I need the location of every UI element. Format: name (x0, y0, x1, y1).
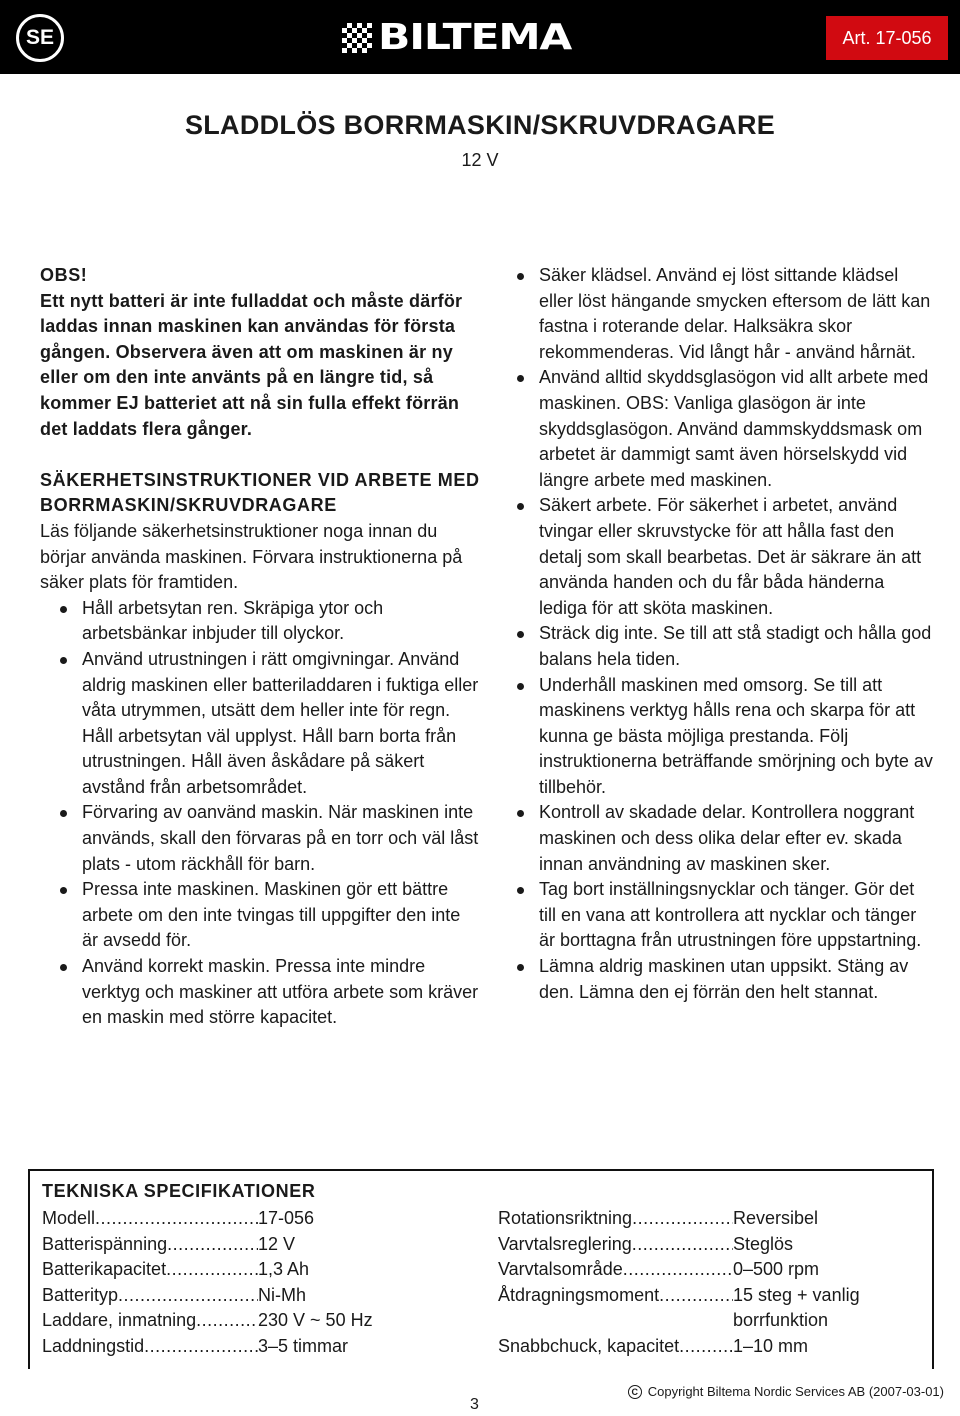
spec-label: Laddningstid ..... (42, 1334, 258, 1360)
page-title: SLADDLÖS BORRMASKIN/SKRUVDRAGARE (184, 110, 776, 140)
copyright-notice (628, 1384, 944, 1399)
spec-list-right (498, 1206, 923, 1360)
article-number: Art. 17-056 (826, 16, 948, 60)
spec-label: Åtdragningsmoment ..... (498, 1283, 733, 1334)
safety-list-right (516, 263, 936, 1005)
spec-box (28, 1169, 934, 1369)
spec-label: Varvtalsområde ..... (498, 1257, 733, 1283)
spec-label: Rotationsriktning ..... (498, 1206, 733, 1232)
spec-value: Reversibel (733, 1208, 819, 1228)
list-item: Underhåll maskinen med omsorg. Se till att maskinens verktyg hålls rena och skarpa för att kunna ge bästa möjliga prestanda. Följ instruktionerna beträffande smörjning och byte av tillbehör. (516, 673, 936, 801)
spec-value: 17-056 (258, 1208, 315, 1228)
spec-row (498, 1283, 923, 1334)
page-number: 3 (470, 1396, 479, 1413)
safety-list-left (40, 596, 480, 1031)
obs-heading: OBS! (40, 265, 88, 285)
spec-row (42, 1308, 373, 1334)
spec-value: 0–500 rpm (733, 1259, 820, 1280)
spec-label: Laddare, inmatning ..... (42, 1308, 258, 1334)
list-item: Använd utrustningen i rätt omgivningar. Använd aldrig maskinen eller batteriladdaren i fuktiga eller våta utrymmen, utsätt dem heller inte för regn. Håll arbetsytan väl upplyst. Håll barn borta från utrustningen. Håll även åskådare på säkert avstånd från arbetsområdet. (40, 647, 480, 801)
spec-row (498, 1206, 923, 1232)
list-item: Tag bort inställningsnycklar och tänger. Gör det till en vana att kontrollera att nycklar och tänger är borttagna från utrustningen före uppstartning. (516, 877, 936, 954)
spec-value: 1,3 Ah (258, 1259, 310, 1280)
safety-intro: Läs följande säkerhetsinstruktioner noga innan du börjar använda maskinen. Förvara instruktionerna på säker plats för framtiden. (40, 520, 463, 593)
spec-value: 12 V (258, 1233, 296, 1254)
copyright-text: Copyright Biltema Nordic Services AB (2007-03-01) (647, 1384, 944, 1399)
spec-label: Varvtalsreglering ..... (498, 1232, 733, 1258)
obs-text: Ett nytt batteri är inte fulladdat och måste därför laddas innan maskinen kan användas för första gången. Observera även att om maskinen är ny eller om den inte använts på en längre tid, så kommer EJ batteriet att nå sin fulla effekt förrän det laddats flera gånger. (40, 290, 463, 439)
safety-heading: SÄKERHETSINSTRUKTIONER VID ARBETE MED BORRMASKIN/SKRUVDRAGARE (40, 469, 480, 516)
spec-value: 15 steg + vanlig borrfunktion (733, 1284, 860, 1331)
spec-label: Batterispänning ..... (42, 1232, 258, 1258)
spec-row (42, 1206, 373, 1232)
header-bar (0, 0, 960, 74)
spec-label: Batterikapacitet ..... (42, 1257, 258, 1283)
language-badge: SE (16, 14, 64, 62)
left-column (40, 263, 480, 1031)
list-item: Förvaring av oanvänd maskin. När maskinen inte används, skall den förvaras på en torr och väl låst plats - utom räckhåll för barn. (40, 800, 480, 877)
spec-list-left (42, 1206, 373, 1360)
spec-heading: TEKNISKA SPECIFIKATIONER (42, 1181, 316, 1201)
spec-row (498, 1257, 923, 1283)
list-item: Använd alltid skyddsglasögon vid allt arbete med maskinen. OBS: Vanliga glasögon är inte skyddsglasögon. Använd dammskyddsmask om arbetet är dammigt samt även hörselskydd vid längre arbete med maskinen. (516, 365, 936, 493)
brand-name: BILTEMA (378, 17, 572, 58)
brand-logo (342, 17, 572, 58)
obs-notice (40, 263, 480, 442)
list-item: Sträck dig inte. Se till att stå stadigt och hålla god balans hela tiden. (516, 621, 936, 672)
spec-row (42, 1334, 373, 1360)
list-item: Använd korrekt maskin. Pressa inte mindre verktyg och maskiner att utföra arbete som kräver en maskin med större kapacitet. (40, 954, 480, 1031)
spec-row (42, 1283, 373, 1309)
copyright-icon: C (628, 1385, 642, 1399)
checkered-flag-icon (342, 23, 372, 53)
spec-value: 230 V ~ 50 Hz (258, 1310, 373, 1331)
spec-label: Snabbchuck, kapacitet ..... (498, 1334, 733, 1360)
spec-value: Steglös (733, 1233, 794, 1254)
spec-value: 1–10 mm (733, 1335, 809, 1356)
spec-label: Modell ..... (42, 1206, 258, 1232)
spec-row (498, 1334, 923, 1360)
spec-value: 3–5 timmar (258, 1335, 349, 1356)
page-subtitle: 12 V (461, 150, 499, 170)
spec-row (498, 1232, 923, 1258)
spec-row (42, 1257, 373, 1283)
list-item: Lämna aldrig maskinen utan uppsikt. Stäng av den. Lämna den ej förrän den helt stannat. (516, 954, 936, 1005)
list-item: Kontroll av skadade delar. Kontrollera noggrant maskinen och dess olika delar efter ev. skada innan användning av maskinen sker. (516, 800, 936, 877)
right-column (516, 263, 936, 1005)
list-item: Säkert arbete. För säkerhet i arbetet, använd tvingar eller skruvstycke för att hålla fast den detalj som skall bearbetas. Det är säkrare än att använda handen och du får båda händerna lediga för att sköta maskinen. (516, 493, 936, 621)
list-item: Pressa inte maskinen. Maskinen gör ett bättre arbete om den inte tvingas till uppgifter den inte är avsedd för. (40, 877, 480, 954)
list-item: Håll arbetsytan ren. Skräpiga ytor och arbetsbänkar inbjuder till olyckor. (40, 596, 480, 647)
spec-value: Ni-Mh (258, 1284, 306, 1305)
spec-row (42, 1232, 373, 1258)
spec-label: Batterityp ..... (42, 1283, 258, 1309)
list-item: Säker klädsel. Använd ej löst sittande klädsel eller löst hängande smycken eftersom de lätt kan fastna i roterande delar. Halksäkra skor rekommenderas. Vid långt hår - använd hårnät. (516, 263, 936, 365)
